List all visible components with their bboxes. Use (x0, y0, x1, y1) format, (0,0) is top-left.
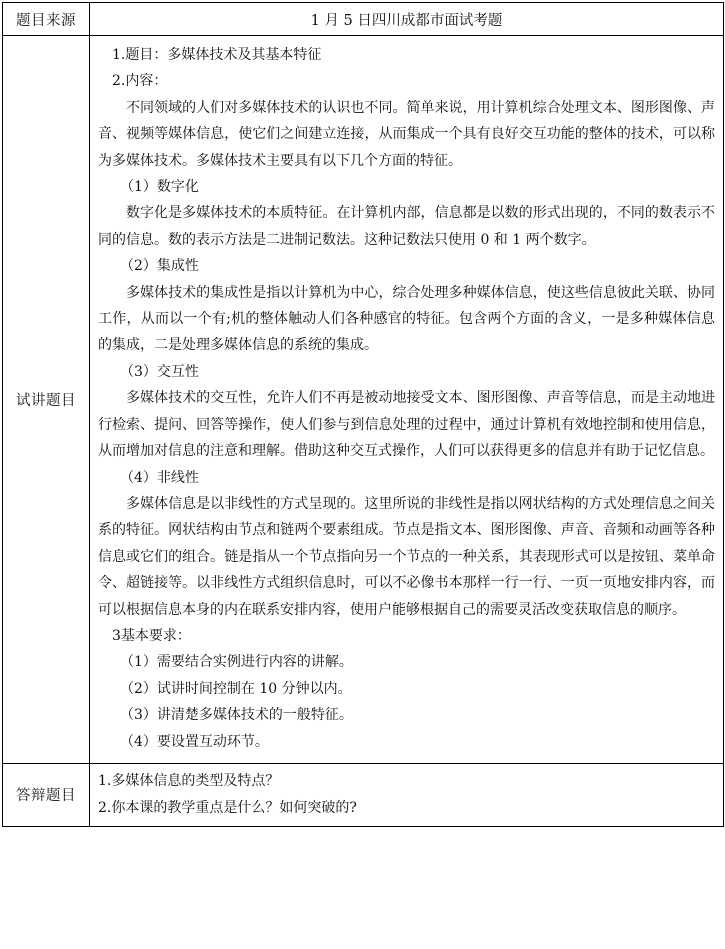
section-body: 多媒体信息是以非线性的方式呈现的。这里所说的非线性是指以网状结构的方式处理信息之间关系的特征。网状结构由节点和链两个要素组成。节点是指文本、图形图像、声音、音频和动画等各种信息或它们的组合。链是指从一个节点指向另一个节点的一种关系，其表现形式可以是按钮、菜单命令、超链接等。以非线性方式组织信息时，可以不必像书本那样一行一行、一页一页地安排内容，而可以根据信息本身的内在联系安排内容，使用户能够根据自己的需要灵活改变获取信息的顺序。 (98, 495, 715, 618)
defense-row (3, 763, 724, 826)
section-body: 多媒体技术的交互性，允许人们不再是被动地接受文本、图形图像、声音等信息，而是主动地进行检索、提问、回答等操作，使人们参与到信息处理的过程中，通过计算机有效地控制和使用信息，从而增加对信息的注意和理解。借助这种交互式操作，人们可以获得更多的信息并有助于记忆信息。 (98, 390, 715, 460)
section-heading: （4）非线性 (120, 469, 199, 486)
requirement-item: （2）试讲时间控制在 10 分钟以内。 (120, 680, 352, 697)
requirement-item: （1）需要结合实例进行内容的讲解。 (120, 654, 353, 671)
section-body: 多媒体技术的集成性是指以计算机为中心，综合处理多种媒体信息，使这些信息彼此关联、协同工作，从而以一个有;机的整体触动人们各种感官的特征。包含两个方面的含义，一是多种媒体信息的集成，二是处理多媒体信息的系统的集成。 (98, 284, 715, 354)
defense-question: 2.你本课的教学重点是什么？如何突破的? (98, 799, 357, 816)
requirement-item: （4）要设置互动环节。 (120, 733, 269, 750)
content-label: 2.内容： (112, 73, 168, 90)
trial-content (90, 36, 724, 764)
section-heading: （2）集成性 (120, 258, 199, 275)
trial-label: 试讲题目 (3, 36, 90, 764)
topic-title: 1.题目：多媒体技术及其基本特征 (112, 47, 322, 63)
defense-question: 1.多媒体信息的类型及特点？ (98, 772, 280, 789)
source-value: 1 月 5 日四川成都市面试考题 (90, 3, 724, 36)
intro-paragraph: 不同领域的人们对多媒体技术的认识也不同。简单来说，用计算机综合处理文本、图形图像、声音、视频等媒体信息，使它们之间建立连接，从而集成一个具有良好交互功能的整体的技术，可以称为多媒体技术。多媒体技术主要具有以下几个方面的特征。 (98, 99, 715, 169)
header-row (3, 3, 724, 36)
requirements-label: 3基本要求： (112, 627, 191, 644)
defense-label: 答辩题目 (3, 763, 90, 826)
section-heading: （1）数字化 (120, 179, 199, 196)
source-label: 题目来源 (3, 3, 90, 36)
trial-row (3, 36, 724, 764)
defense-content (90, 763, 724, 826)
section-body: 数字化是多媒体技术的本质特征。在计算机内部，信息都是以数的形式出现的，不同的数表示不同的信息。数的表示方法是二进制记数法。这种记数法只使用 0 和 1 两个数字。 (98, 205, 715, 248)
section-heading: （3）交互性 (120, 363, 199, 380)
exam-table (2, 2, 724, 827)
requirement-item: （3）讲清楚多媒体技术的一般特征。 (120, 707, 353, 724)
